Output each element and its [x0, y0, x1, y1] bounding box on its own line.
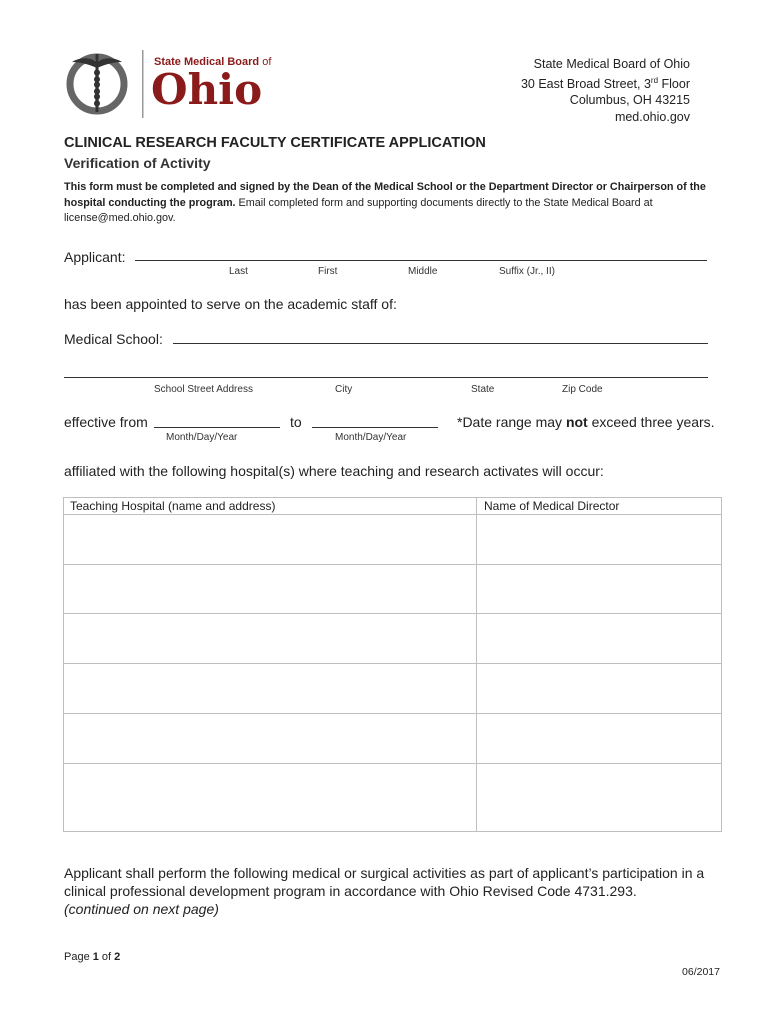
director-cell[interactable] [477, 764, 721, 831]
applicant-sub-last: Last [229, 266, 248, 277]
hospital-cell[interactable] [64, 764, 476, 831]
applicant-sub-first: First [318, 266, 338, 277]
effective-from-label: effective from [64, 414, 148, 430]
logo-line-1: State Medical Board of [154, 56, 272, 68]
from-date-sub: Month/Day/Year [166, 432, 238, 443]
address-org: State Medical Board of Ohio [533, 57, 690, 71]
school-sub-city: City [335, 384, 353, 395]
director-cell[interactable] [477, 714, 721, 763]
appointed-text: has been appointed to serve on the academic staff of: [64, 296, 397, 312]
applicant-name-field[interactable] [135, 260, 707, 261]
affiliated-text: affiliated with the following hospital(s) where teaching and research activates will occur: [64, 463, 604, 479]
director-cell[interactable] [477, 664, 721, 713]
hospital-cell[interactable] [64, 565, 476, 613]
hospital-cell[interactable] [64, 614, 476, 663]
continued-note: (continued on next page) [64, 901, 219, 917]
hospital-cell[interactable] [64, 515, 476, 564]
logo-line-2: Ohio [151, 65, 263, 114]
page-number: Page 1 of 2 [64, 951, 121, 963]
medical-school-field[interactable] [173, 343, 708, 344]
activities-paragraph: Applicant shall perform the following medical or surgical activities as part of applicant’s participation in a clinical professional development program in accordance with Ohio Revised Code 4731.293. (continued on next page) [64, 864, 724, 918]
school-address-field[interactable] [64, 377, 708, 378]
address-city: Columbus, OH 43215 [569, 93, 690, 108]
form-title: CLINICAL RESEARCH FACULTY CERTIFICATE APPLICATION [64, 135, 486, 151]
applicant-sub-suffix: Suffix (Jr., II) [499, 266, 555, 277]
director-cell[interactable] [477, 515, 721, 564]
applicant-label: Applicant: [64, 249, 126, 265]
date-range-note: *Date range may not exceed three years. [457, 414, 715, 430]
effective-to-date-field[interactable] [312, 427, 438, 428]
col-teaching-hospital-header: Teaching Hospital (name and address) [70, 499, 276, 513]
board-address [521, 56, 690, 125]
form-instructions: This form must be completed and signed by the Dean of the Medical School or the Department Director or Chairperson of the hospital conducting the program. Email completed form and supporting documents directly to the State Medical Board at license@med.ohio.gov. [64, 181, 706, 224]
to-date-sub: Month/Day/Year [335, 432, 407, 443]
applicant-sub-middle: Middle [408, 266, 438, 277]
address-web[interactable]: med.ohio.gov [614, 109, 690, 124]
hospital-cell[interactable] [64, 714, 476, 763]
director-cell[interactable] [477, 614, 721, 663]
ohio-medical-board-logo [62, 48, 282, 120]
director-cell[interactable] [477, 565, 721, 613]
revision-date: 06/2017 [682, 966, 720, 978]
hospital-cell[interactable] [64, 664, 476, 713]
form-subtitle: Verification of Activity [64, 155, 211, 171]
col-medical-director-header: Name of Medical Director [484, 499, 620, 513]
address-street: 30 East Broad Street, 3rd Floor [520, 75, 690, 91]
medical-school-label: Medical School: [64, 331, 163, 347]
school-sub-address: School Street Address [154, 384, 253, 395]
school-sub-state: State [471, 384, 495, 395]
effective-from-date-field[interactable] [154, 427, 280, 428]
school-sub-zip: Zip Code [562, 384, 603, 395]
hospital-table [63, 497, 722, 832]
to-label: to [290, 414, 302, 430]
